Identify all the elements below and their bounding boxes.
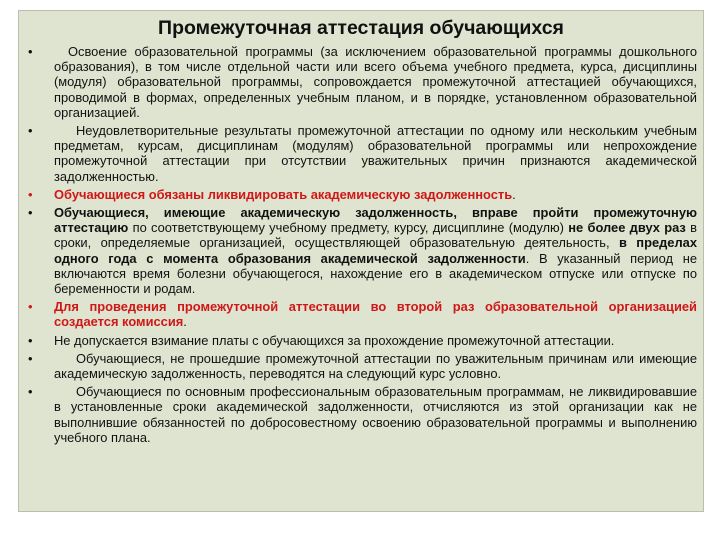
bullet-text: Неудовлетворительные результаты промежуточной аттестации по одному или нескольким учебным предметам, курсам, дисциплинам (модулям) образовательной программы или непрохождение промежуточной аттестации при отсутствии уважительных причин признаются академической задолженностью. [54, 123, 697, 184]
bullet-text-bold: не более двух раз [568, 220, 686, 236]
bullet-item-obligation [54, 187, 697, 202]
bullet-text: Обучающиеся, не прошедшие промежуточной аттестации по уважительным причинам или имеющие академическую задолженность, переводятся на следующий курс условно. [54, 350, 697, 382]
bullet-text: . В указанный период не включаются время болезни обучающегося, нахождение его в академическом отпуске или отпуске по беременности и родам. [54, 250, 698, 297]
bullet-period: . [512, 186, 516, 202]
bullet-text-bold: Обучающиеся, имеющие академическую задолженность, вправе пройти промежуточную аттестацию [54, 205, 697, 236]
bullet-text: Не допускается взимание платы с обучающихся за прохождение промежуточной аттестации. [54, 332, 615, 348]
bullet-item-no-fee [54, 333, 697, 348]
bullet-item-commission [54, 299, 697, 329]
bullet-text-red: Для проведения промежуточной аттестации во второй раз образовательной организацией создается комиссия [54, 299, 697, 330]
bullet-list [19, 44, 703, 445]
bullet-text-red: Обучающиеся обязаны ликвидировать академическую задолженность [54, 186, 513, 202]
page-title: Промежуточная аттестация обучающихся [158, 17, 564, 39]
bullet-item-retake-rights [54, 205, 697, 296]
bullet-text: Обучающиеся по основным профессиональным образовательным программам, не ликвидировавшие в установленные сроки академической задолженности, отчисляются из этой организации как не выполнившие обязанностей по добросовестному освоению образовательной программы и выполнению учебного плана. [54, 384, 697, 445]
bullet-text: в сроки, определяемые организацией, осуществляющей образовательную деятельность, [54, 220, 697, 251]
bullet-text: Освоение образовательной программы (за исключением образовательной программы дошкольного образования), в том числе отдельной части или всего объема учебного предмета, курса, дисциплины (модуля) образовательной программы, сопровождается промежуточной аттестацией обучающихся, проводимой в формах, определенных учебным планом, и в порядке, установленном образовательной организацией. [54, 44, 697, 120]
bullet-item-expulsion [54, 384, 697, 445]
slide-panel [18, 10, 704, 512]
bullet-text: по соответствующему учебному предмету, курсу, дисциплине (модулю) [128, 220, 569, 236]
bullet-text-bold: в пределах одного года с момента образования академической задолженности [54, 235, 697, 266]
bullet-item-conditional-transfer [54, 351, 697, 381]
bullet-item-unsatisfactory-results [54, 123, 697, 184]
bullet-period: . [183, 314, 187, 330]
bullet-item-mastering-program [54, 44, 697, 120]
